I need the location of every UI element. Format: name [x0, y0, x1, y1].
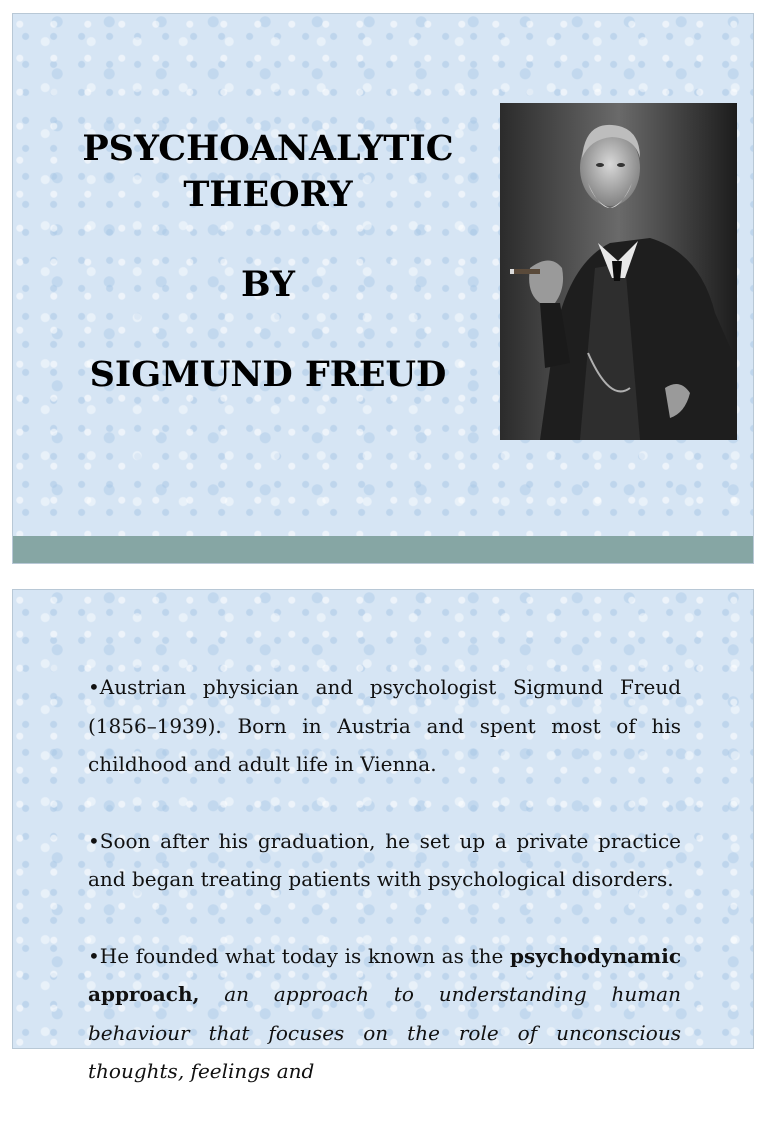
bullet-paragraph-2: •Soon after his graduation, he set up a private practice and began treating patients with psychological disorders. [88, 828, 681, 891]
biography-content [88, 668, 681, 1129]
slide-footer-band [13, 536, 753, 563]
title-slide [12, 13, 754, 564]
biography-slide [12, 589, 754, 1083]
author-name: SIGMUND FREUD [89, 354, 447, 395]
freud-portrait-image [500, 103, 737, 440]
portrait-illustration [500, 103, 737, 440]
title-line-2: THEORY [183, 174, 353, 215]
bullet-paragraph-1: •Austrian physician and psychologist Sigmund Freud (1856–1939). Born in Austria and spent most of his childhood and adult life in Vienna. [88, 675, 681, 776]
by-label: BY [241, 264, 295, 305]
bullet-paragraph-3 [88, 937, 681, 1091]
bullet-3-prefix: •He founded what today is known as the [88, 943, 511, 968]
bullet-3-italic-definition: an approach to understanding human behaviour that focuses on the role of unconscious thoughts, feelings and [88, 982, 681, 1083]
title-block [68, 126, 468, 398]
title-line-1: PSYCHOANALYTIC [82, 128, 454, 169]
bullet-3-bold-term: psychodynamic approach, [88, 943, 681, 1006]
